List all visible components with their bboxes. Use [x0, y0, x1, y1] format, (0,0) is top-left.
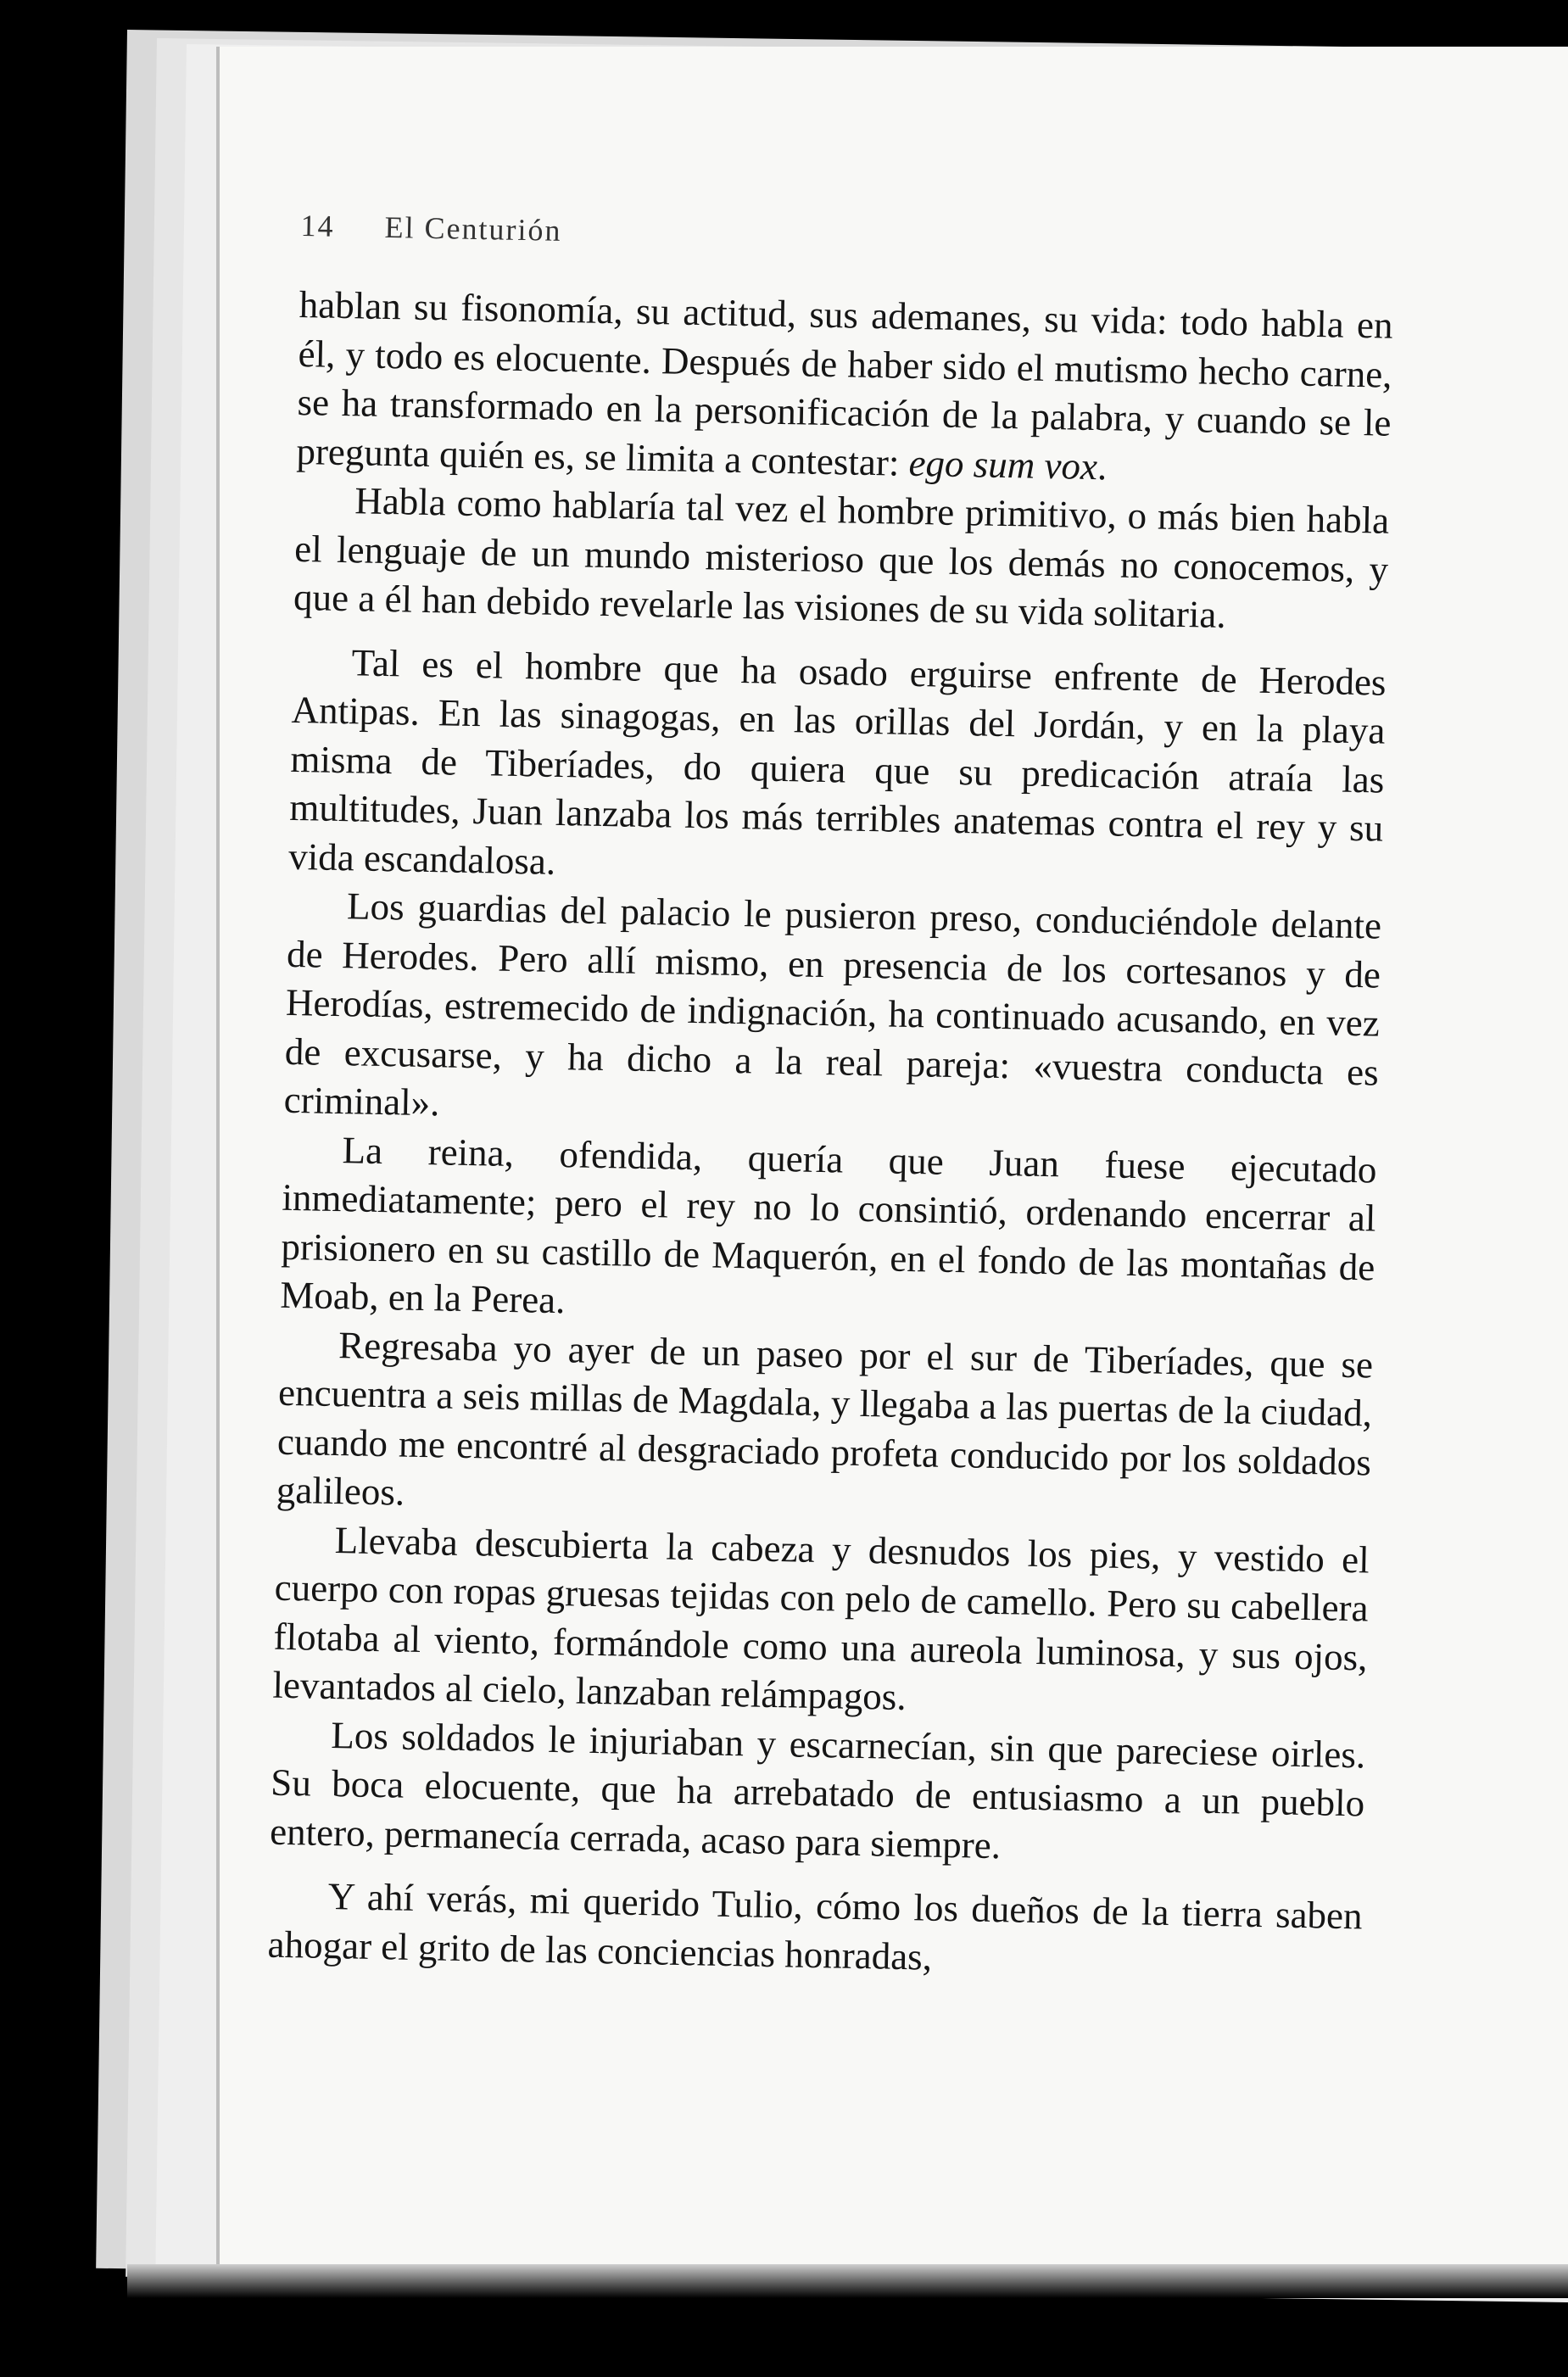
- paragraph: Los soldados le injuriaban y escarnecían, sin que pareciese oirles. Su boca elocuente, que ha arrebatado de entusiasmo a un pueblo entero, permanecía cerrada, acaso para siempre.: [269, 1713, 1366, 1866]
- paragraph: La reina, ofendida, quería que Juan fuese ejecutado inmediatamente; pero el rey no lo consintió, ordenando encerrar al prisionero en su castillo de Maquerón, en el fondo de las montañas de Moab, en la Perea.: [279, 1128, 1377, 1322]
- paragraph: Los guardias del palacio le pusieron preso, conduciéndole delante de Herodes. Pero allí mismo, en presencia de los cortesanos y de Herodías, estremecido de indignación, ha continuado acusando, en vez de excusarse, y ha dicho a la real pareja: «vuestra conducta es criminal».: [283, 884, 1382, 1124]
- paragraph: [296, 281, 1393, 497]
- paragraph: Y ahí verás, mi querido Tulio, cómo los dueños de la tierra saben ahogar el grito de las conciencias honradas,: [267, 1874, 1364, 1978]
- paragraph: Habla como hablaría tal vez el hombre primitivo, o más bien habla el lenguaje de un mundo misterioso que los demás no conocemos, y que a él han debido revelarle las visiones de su vida solitaria.: [293, 479, 1390, 637]
- paragraph-end: .: [1096, 444, 1108, 488]
- page-bottom-edge: [127, 2264, 1568, 2298]
- book-title: El Centurión: [384, 209, 562, 248]
- page-number: 14: [300, 208, 335, 243]
- paragraph: Tal es el hombre que ha osado erguirse enfrente de Herodes Antipas. En las sinagogas, en las orillas del Jordán, y en la playa misma de Tiberíades, do quiera que su predicación atraía las multitudes, Juan lanzaba los más terribles anatemas contra el rey y su vida escandalosa.: [287, 640, 1387, 883]
- paragraph: Llevaba descubierta la cabeza y desnudos los pies, y vestido el cuerpo con ropas gruesas tejidas con pelo de camello. Pero su cabellera flotaba al viento, formándole como una aureola luminosa, y sus ojos, levantados al cielo, lanzaban relámpagos.: [272, 1518, 1370, 1719]
- paragraph-text: hablan su fisonomía, su actitud, sus ademanes, su vida: todo habla en él, y todo es elocuente. Después de haber sido el mutismo hecho carne, se ha transformado en la personificación de la palabra, y cuando se le pregunta quién es, se limita a contestar:: [296, 282, 1394, 484]
- latin-phrase: ego sum vox: [908, 441, 1098, 488]
- paragraph: Regresaba yo ayer de un paseo por el sur de Tiberíades, que se encuentra a seis millas de Magdala, y llegaba a las puertas de la ciudad, cuando me encontré al desgraciado profeta conducido por los soldados galileos.: [276, 1323, 1374, 1514]
- page-content: [267, 208, 1395, 1989]
